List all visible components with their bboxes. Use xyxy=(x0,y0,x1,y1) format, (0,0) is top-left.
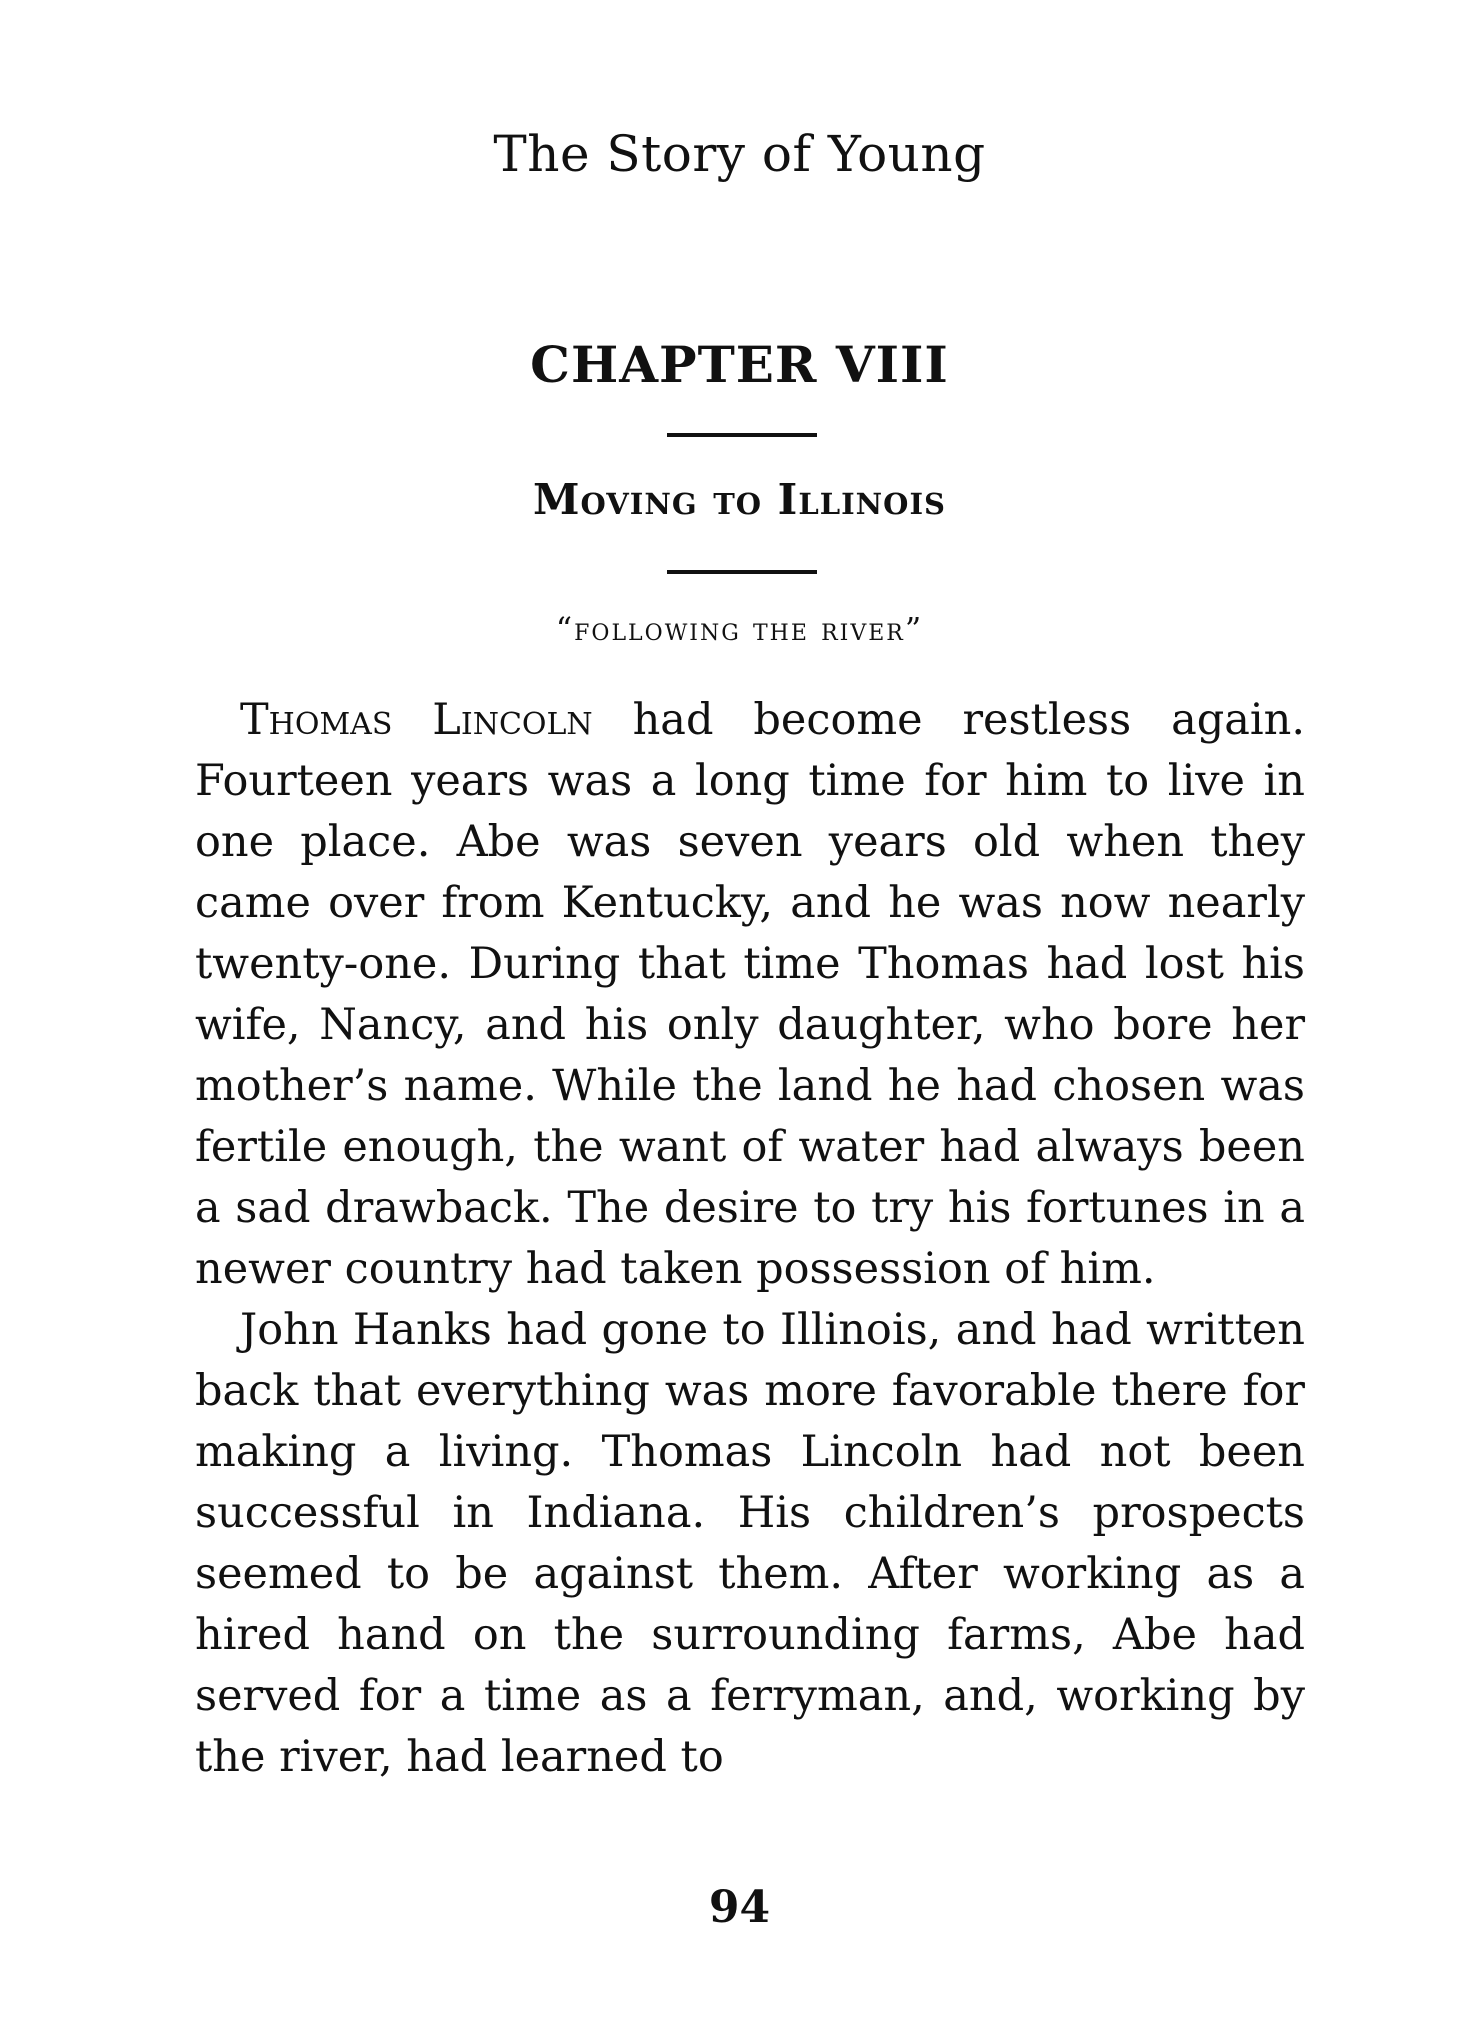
paragraph-lead: Thomas Lincoln xyxy=(240,695,593,745)
paragraph-2 xyxy=(195,1300,1305,1788)
paragraph-1 xyxy=(195,690,1305,1300)
title-rule-top xyxy=(667,433,817,437)
body-text xyxy=(195,690,1305,1788)
section-title: Moving to Illinois xyxy=(533,475,946,524)
paragraph-text: had become restless again. Fourteen years was a long time for him to live in one place. Abe was seven years old when they came over from Kentucky, and he was now nearly twenty-one. During that time Thomas had lost his wife, Nancy, and his only daughter, who bore her mother’s name. While the land he had chosen was fertile enough, the want of water had always been a sad drawback. The desire to try his fortunes in a newer country had taken possession of him. xyxy=(195,695,1306,1294)
running-head: The Story of Young xyxy=(493,125,986,183)
title-rule-bottom xyxy=(667,570,817,574)
subheading: “following the river” xyxy=(555,610,924,648)
page-number: 94 xyxy=(708,1882,771,1933)
chapter-title: CHAPTER VIII xyxy=(530,335,949,394)
paragraph-text: John Hanks had gone to Illinois, and had written back that everything was more favorable there for making a living. Thomas Lincoln had not been successful in Indiana. His children’s prospects seemed to be against them. After working as a hired hand on the surrounding farms, Abe had served for a time as a ferryman, and, working by the river, had learned to xyxy=(195,1305,1305,1782)
